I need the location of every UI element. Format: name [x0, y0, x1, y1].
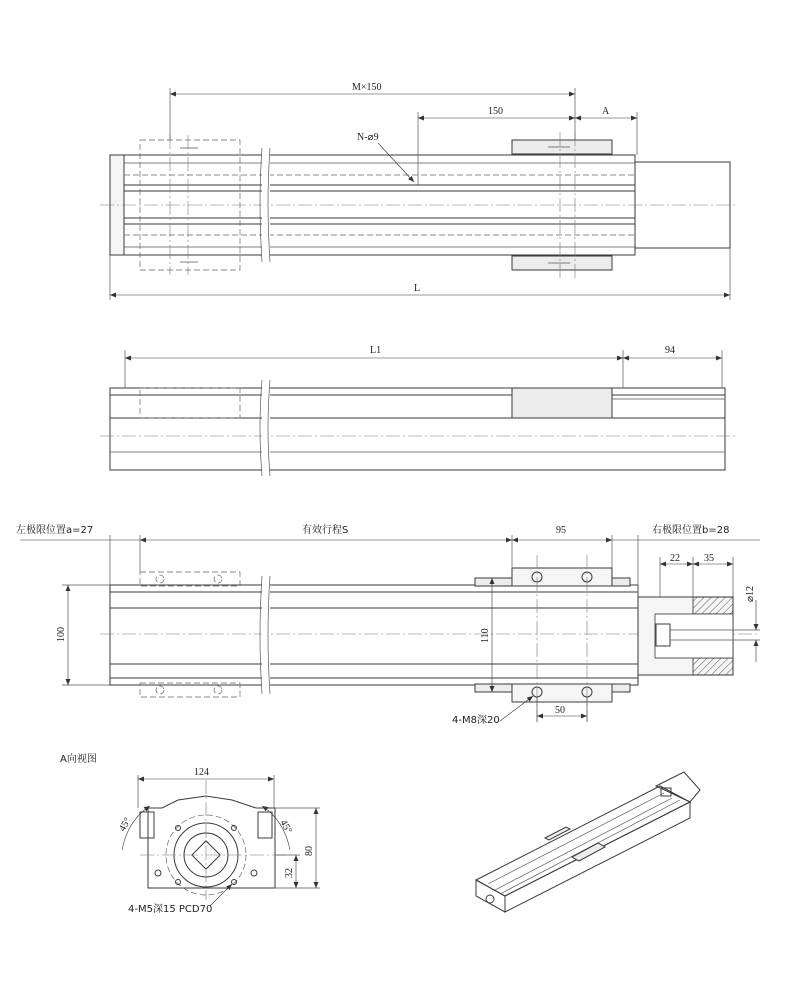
- isometric-view: [476, 772, 700, 912]
- right-limit-label: 右极限位置b=28: [652, 525, 730, 536]
- dim-35: 35: [704, 553, 714, 564]
- dim-50: 50: [555, 705, 565, 716]
- section-view: [16, 523, 760, 726]
- dim-22: 22: [670, 553, 680, 564]
- dim-45-right: 45°: [277, 818, 294, 836]
- dim-94: 94: [665, 345, 675, 356]
- dim-150: 150: [488, 106, 503, 117]
- side-view: [100, 345, 735, 476]
- a-direction-view: [60, 752, 320, 915]
- tap-callout-m5: 4-M5深15 PCD70: [128, 904, 213, 915]
- dim-124: 124: [194, 767, 209, 778]
- stroke-label: 有效行程S: [302, 525, 349, 536]
- dim-95: 95: [556, 525, 566, 536]
- top-view: [100, 82, 735, 300]
- dim-a: A: [602, 106, 610, 117]
- dim-110: 110: [480, 628, 491, 643]
- dim-32: 32: [284, 868, 295, 878]
- dim-l1: L1: [370, 345, 382, 356]
- dim-d12: ⌀12: [745, 585, 756, 602]
- dim-l: L: [414, 283, 421, 294]
- hole-callout: N-⌀9: [357, 132, 379, 143]
- dim-mx150: M×150: [352, 82, 382, 93]
- tap-callout-m8: 4-M8深20: [452, 715, 500, 726]
- dim-80: 80: [304, 846, 315, 856]
- dim-100: 100: [56, 627, 67, 642]
- dim-45-left: 45°: [117, 815, 134, 834]
- left-limit-label: 左极限位置a=27: [16, 525, 94, 536]
- a-view-title: A向视图: [60, 754, 97, 765]
